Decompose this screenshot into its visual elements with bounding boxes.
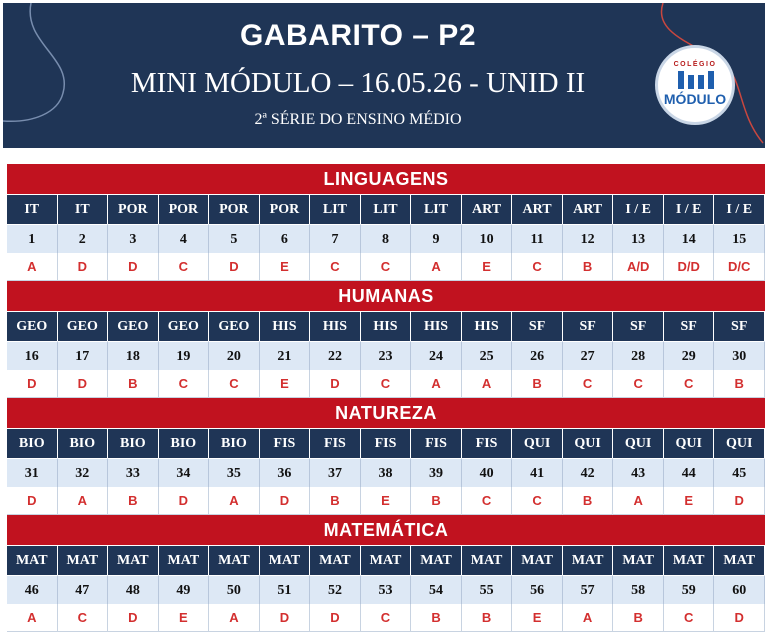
question-number-cell: 42	[563, 458, 614, 487]
answer-cell: D	[260, 487, 311, 515]
subject-cell: HIS	[310, 312, 361, 341]
subject-cell: BIO	[209, 429, 260, 458]
subject-cell: MAT	[209, 546, 260, 575]
subject-cell: HIS	[462, 312, 513, 341]
answer-cell: B	[714, 370, 765, 398]
subject-cell: LIT	[310, 195, 361, 224]
subject-cell: MAT	[563, 546, 614, 575]
question-number-cell: 3	[108, 224, 159, 253]
answer-cell: D/D	[664, 253, 715, 281]
question-number-cell: 40	[462, 458, 513, 487]
subject-cell: SF	[613, 312, 664, 341]
page-subtitle: MINI MÓDULO – 16.05.26 - UNID II	[130, 67, 586, 99]
subject-cell: FIS	[361, 429, 412, 458]
subject-cell: SF	[563, 312, 614, 341]
answer-cell: C	[159, 253, 210, 281]
section-2	[7, 398, 765, 515]
answer-cell: B	[411, 604, 462, 632]
subject-cell: LIT	[411, 195, 462, 224]
school-logo	[655, 45, 735, 125]
subject-cell: I / E	[613, 195, 664, 224]
subject-cell: I / E	[664, 195, 715, 224]
answer-cell: E	[260, 370, 311, 398]
question-number-cell: 48	[108, 575, 159, 604]
answers-row	[7, 487, 765, 515]
subject-cell: FIS	[411, 429, 462, 458]
section-0	[7, 164, 765, 281]
subject-cell: FIS	[260, 429, 311, 458]
answers-row	[7, 253, 765, 281]
subject-cell: MAT	[664, 546, 715, 575]
question-number-cell: 27	[563, 341, 614, 370]
answer-cell: A	[411, 253, 462, 281]
question-number-cell: 57	[563, 575, 614, 604]
subject-cell: LIT	[361, 195, 412, 224]
subject-cell: MAT	[260, 546, 311, 575]
question-number-cell: 52	[310, 575, 361, 604]
subject-cell: ART	[462, 195, 513, 224]
answer-cell: C	[664, 370, 715, 398]
answer-cell: A	[563, 604, 614, 632]
answer-cell: D	[159, 487, 210, 515]
logo-bars-icon	[678, 71, 714, 89]
answer-cell: A	[209, 487, 260, 515]
question-number-cell: 10	[462, 224, 513, 253]
question-number-cell: 22	[310, 341, 361, 370]
answers-row	[7, 604, 765, 632]
subject-cell: QUI	[563, 429, 614, 458]
answer-cell: B	[108, 487, 159, 515]
question-number-cell: 47	[58, 575, 109, 604]
subject-cell: POR	[209, 195, 260, 224]
subjects-row	[7, 312, 765, 341]
subjects-row	[7, 429, 765, 458]
answer-cell: A/D	[613, 253, 664, 281]
subject-cell: MAT	[310, 546, 361, 575]
answer-cell: A	[7, 253, 58, 281]
question-number-cell: 21	[260, 341, 311, 370]
question-number-cell: 55	[462, 575, 513, 604]
subject-cell: GEO	[108, 312, 159, 341]
question-number-cell: 59	[664, 575, 715, 604]
question-number-cell: 34	[159, 458, 210, 487]
subject-cell: MAT	[714, 546, 765, 575]
subject-cell: BIO	[108, 429, 159, 458]
subject-cell: GEO	[7, 312, 58, 341]
question-number-cell: 4	[159, 224, 210, 253]
question-number-cell: 26	[512, 341, 563, 370]
subject-cell: HIS	[361, 312, 412, 341]
answer-cell: D	[714, 604, 765, 632]
subject-cell: GEO	[58, 312, 109, 341]
question-number-cell: 2	[58, 224, 109, 253]
answer-cell: E	[159, 604, 210, 632]
grade-label: 2ª SÉRIE DO ENSINO MÉDIO	[254, 111, 462, 128]
question-number-cell: 37	[310, 458, 361, 487]
subject-cell: FIS	[462, 429, 513, 458]
question-number-cell: 5	[209, 224, 260, 253]
question-number-cell: 16	[7, 341, 58, 370]
question-number-cell: 25	[462, 341, 513, 370]
question-number-cell: 44	[664, 458, 715, 487]
question-number-cell: 45	[714, 458, 765, 487]
question-number-cell: 31	[7, 458, 58, 487]
subject-cell: MAT	[58, 546, 109, 575]
subject-cell: BIO	[58, 429, 109, 458]
answer-cell: B	[310, 487, 361, 515]
numbers-row	[7, 575, 765, 604]
answer-cell: B	[512, 370, 563, 398]
answer-cell: D	[260, 604, 311, 632]
subject-cell: IT	[58, 195, 109, 224]
numbers-row	[7, 458, 765, 487]
subject-cell: MAT	[613, 546, 664, 575]
question-number-cell: 32	[58, 458, 109, 487]
answer-cell: C	[361, 253, 412, 281]
answer-cell: D	[7, 370, 58, 398]
question-number-cell: 54	[411, 575, 462, 604]
subject-cell: BIO	[159, 429, 210, 458]
answer-cell: E	[664, 487, 715, 515]
subject-cell: MAT	[462, 546, 513, 575]
answer-cell: C	[310, 253, 361, 281]
section-title: LINGUAGENS	[7, 164, 765, 195]
answer-cell: A	[58, 487, 109, 515]
question-number-cell: 24	[411, 341, 462, 370]
answer-cell: D/C	[714, 253, 765, 281]
subject-cell: ART	[512, 195, 563, 224]
answer-cell: C	[512, 487, 563, 515]
subject-cell: QUI	[512, 429, 563, 458]
answer-cell: D	[209, 253, 260, 281]
subject-cell: GEO	[209, 312, 260, 341]
answer-cell: C	[613, 370, 664, 398]
subject-cell: HIS	[260, 312, 311, 341]
answer-cell: A	[411, 370, 462, 398]
header-banner	[3, 3, 765, 148]
section-title: NATUREZA	[7, 398, 765, 429]
subjects-row	[7, 546, 765, 575]
answer-cell: E	[260, 253, 311, 281]
question-number-cell: 9	[411, 224, 462, 253]
question-number-cell: 56	[512, 575, 563, 604]
subject-cell: SF	[664, 312, 715, 341]
question-number-cell: 39	[411, 458, 462, 487]
subject-cell: MAT	[108, 546, 159, 575]
answer-cell: C	[462, 487, 513, 515]
answer-cell: B	[613, 604, 664, 632]
subject-cell: FIS	[310, 429, 361, 458]
question-number-cell: 28	[613, 341, 664, 370]
subject-cell: MAT	[159, 546, 210, 575]
question-number-cell: 58	[613, 575, 664, 604]
answer-cell: D	[58, 370, 109, 398]
answer-cell: B	[411, 487, 462, 515]
answer-cell: D	[108, 604, 159, 632]
answer-cell: A	[209, 604, 260, 632]
logo-word: MÓDULO	[663, 91, 727, 107]
question-number-cell: 51	[260, 575, 311, 604]
answer-cell: D	[310, 604, 361, 632]
section-1	[7, 281, 765, 398]
subjects-row	[7, 195, 765, 224]
subject-cell: HIS	[411, 312, 462, 341]
subject-cell: MAT	[361, 546, 412, 575]
answer-cell: E	[512, 604, 563, 632]
subject-cell: MAT	[411, 546, 462, 575]
answer-cell: C	[512, 253, 563, 281]
question-number-cell: 50	[209, 575, 260, 604]
subject-cell: I / E	[714, 195, 765, 224]
question-number-cell: 1	[7, 224, 58, 253]
answer-cell: B	[108, 370, 159, 398]
question-number-cell: 15	[714, 224, 765, 253]
question-number-cell: 33	[108, 458, 159, 487]
subject-cell: QUI	[613, 429, 664, 458]
section-title: MATEMÁTICA	[7, 515, 765, 546]
answer-cell: D	[58, 253, 109, 281]
logo-top-text: COLÉGIO	[673, 61, 717, 68]
subject-cell: MAT	[512, 546, 563, 575]
answer-cell: E	[361, 487, 412, 515]
answer-cell: B	[563, 253, 614, 281]
question-number-cell: 11	[512, 224, 563, 253]
answer-cell: D	[714, 487, 765, 515]
question-number-cell: 30	[714, 341, 765, 370]
answer-cell: A	[613, 487, 664, 515]
answer-cell: B	[462, 604, 513, 632]
answer-cell: C	[361, 370, 412, 398]
subject-cell: QUI	[714, 429, 765, 458]
answer-cell: E	[462, 253, 513, 281]
section-title: HUMANAS	[7, 281, 765, 312]
subject-cell: POR	[159, 195, 210, 224]
question-number-cell: 36	[260, 458, 311, 487]
question-number-cell: 13	[613, 224, 664, 253]
subject-cell: MAT	[7, 546, 58, 575]
question-number-cell: 23	[361, 341, 412, 370]
subject-cell: GEO	[159, 312, 210, 341]
answer-cell: C	[159, 370, 210, 398]
question-number-cell: 43	[613, 458, 664, 487]
question-number-cell: 6	[260, 224, 311, 253]
subject-cell: POR	[108, 195, 159, 224]
subject-cell: IT	[7, 195, 58, 224]
question-number-cell: 18	[108, 341, 159, 370]
answer-cell: D	[7, 487, 58, 515]
question-number-cell: 12	[563, 224, 614, 253]
question-number-cell: 35	[209, 458, 260, 487]
answer-cell: B	[563, 487, 614, 515]
answer-cell: C	[361, 604, 412, 632]
question-number-cell: 8	[361, 224, 412, 253]
question-number-cell: 7	[310, 224, 361, 253]
numbers-row	[7, 224, 765, 253]
answer-key-table	[7, 164, 765, 632]
subject-cell: POR	[260, 195, 311, 224]
question-number-cell: 29	[664, 341, 715, 370]
answer-cell: D	[310, 370, 361, 398]
page-title: GABARITO – P2	[240, 19, 476, 52]
answer-cell: C	[58, 604, 109, 632]
subject-cell: SF	[714, 312, 765, 341]
answer-cell: C	[563, 370, 614, 398]
answer-cell: A	[7, 604, 58, 632]
question-number-cell: 49	[159, 575, 210, 604]
question-number-cell: 20	[209, 341, 260, 370]
subject-cell: BIO	[7, 429, 58, 458]
question-number-cell: 17	[58, 341, 109, 370]
question-number-cell: 46	[7, 575, 58, 604]
answer-cell: D	[108, 253, 159, 281]
question-number-cell: 60	[714, 575, 765, 604]
question-number-cell: 38	[361, 458, 412, 487]
question-number-cell: 19	[159, 341, 210, 370]
subject-cell: QUI	[664, 429, 715, 458]
answer-cell: C	[209, 370, 260, 398]
answer-cell: C	[664, 604, 715, 632]
question-number-cell: 41	[512, 458, 563, 487]
answers-row	[7, 370, 765, 398]
section-3	[7, 515, 765, 632]
question-number-cell: 53	[361, 575, 412, 604]
answer-cell: A	[462, 370, 513, 398]
subject-cell: SF	[512, 312, 563, 341]
question-number-cell: 14	[664, 224, 715, 253]
numbers-row	[7, 341, 765, 370]
subject-cell: ART	[563, 195, 614, 224]
